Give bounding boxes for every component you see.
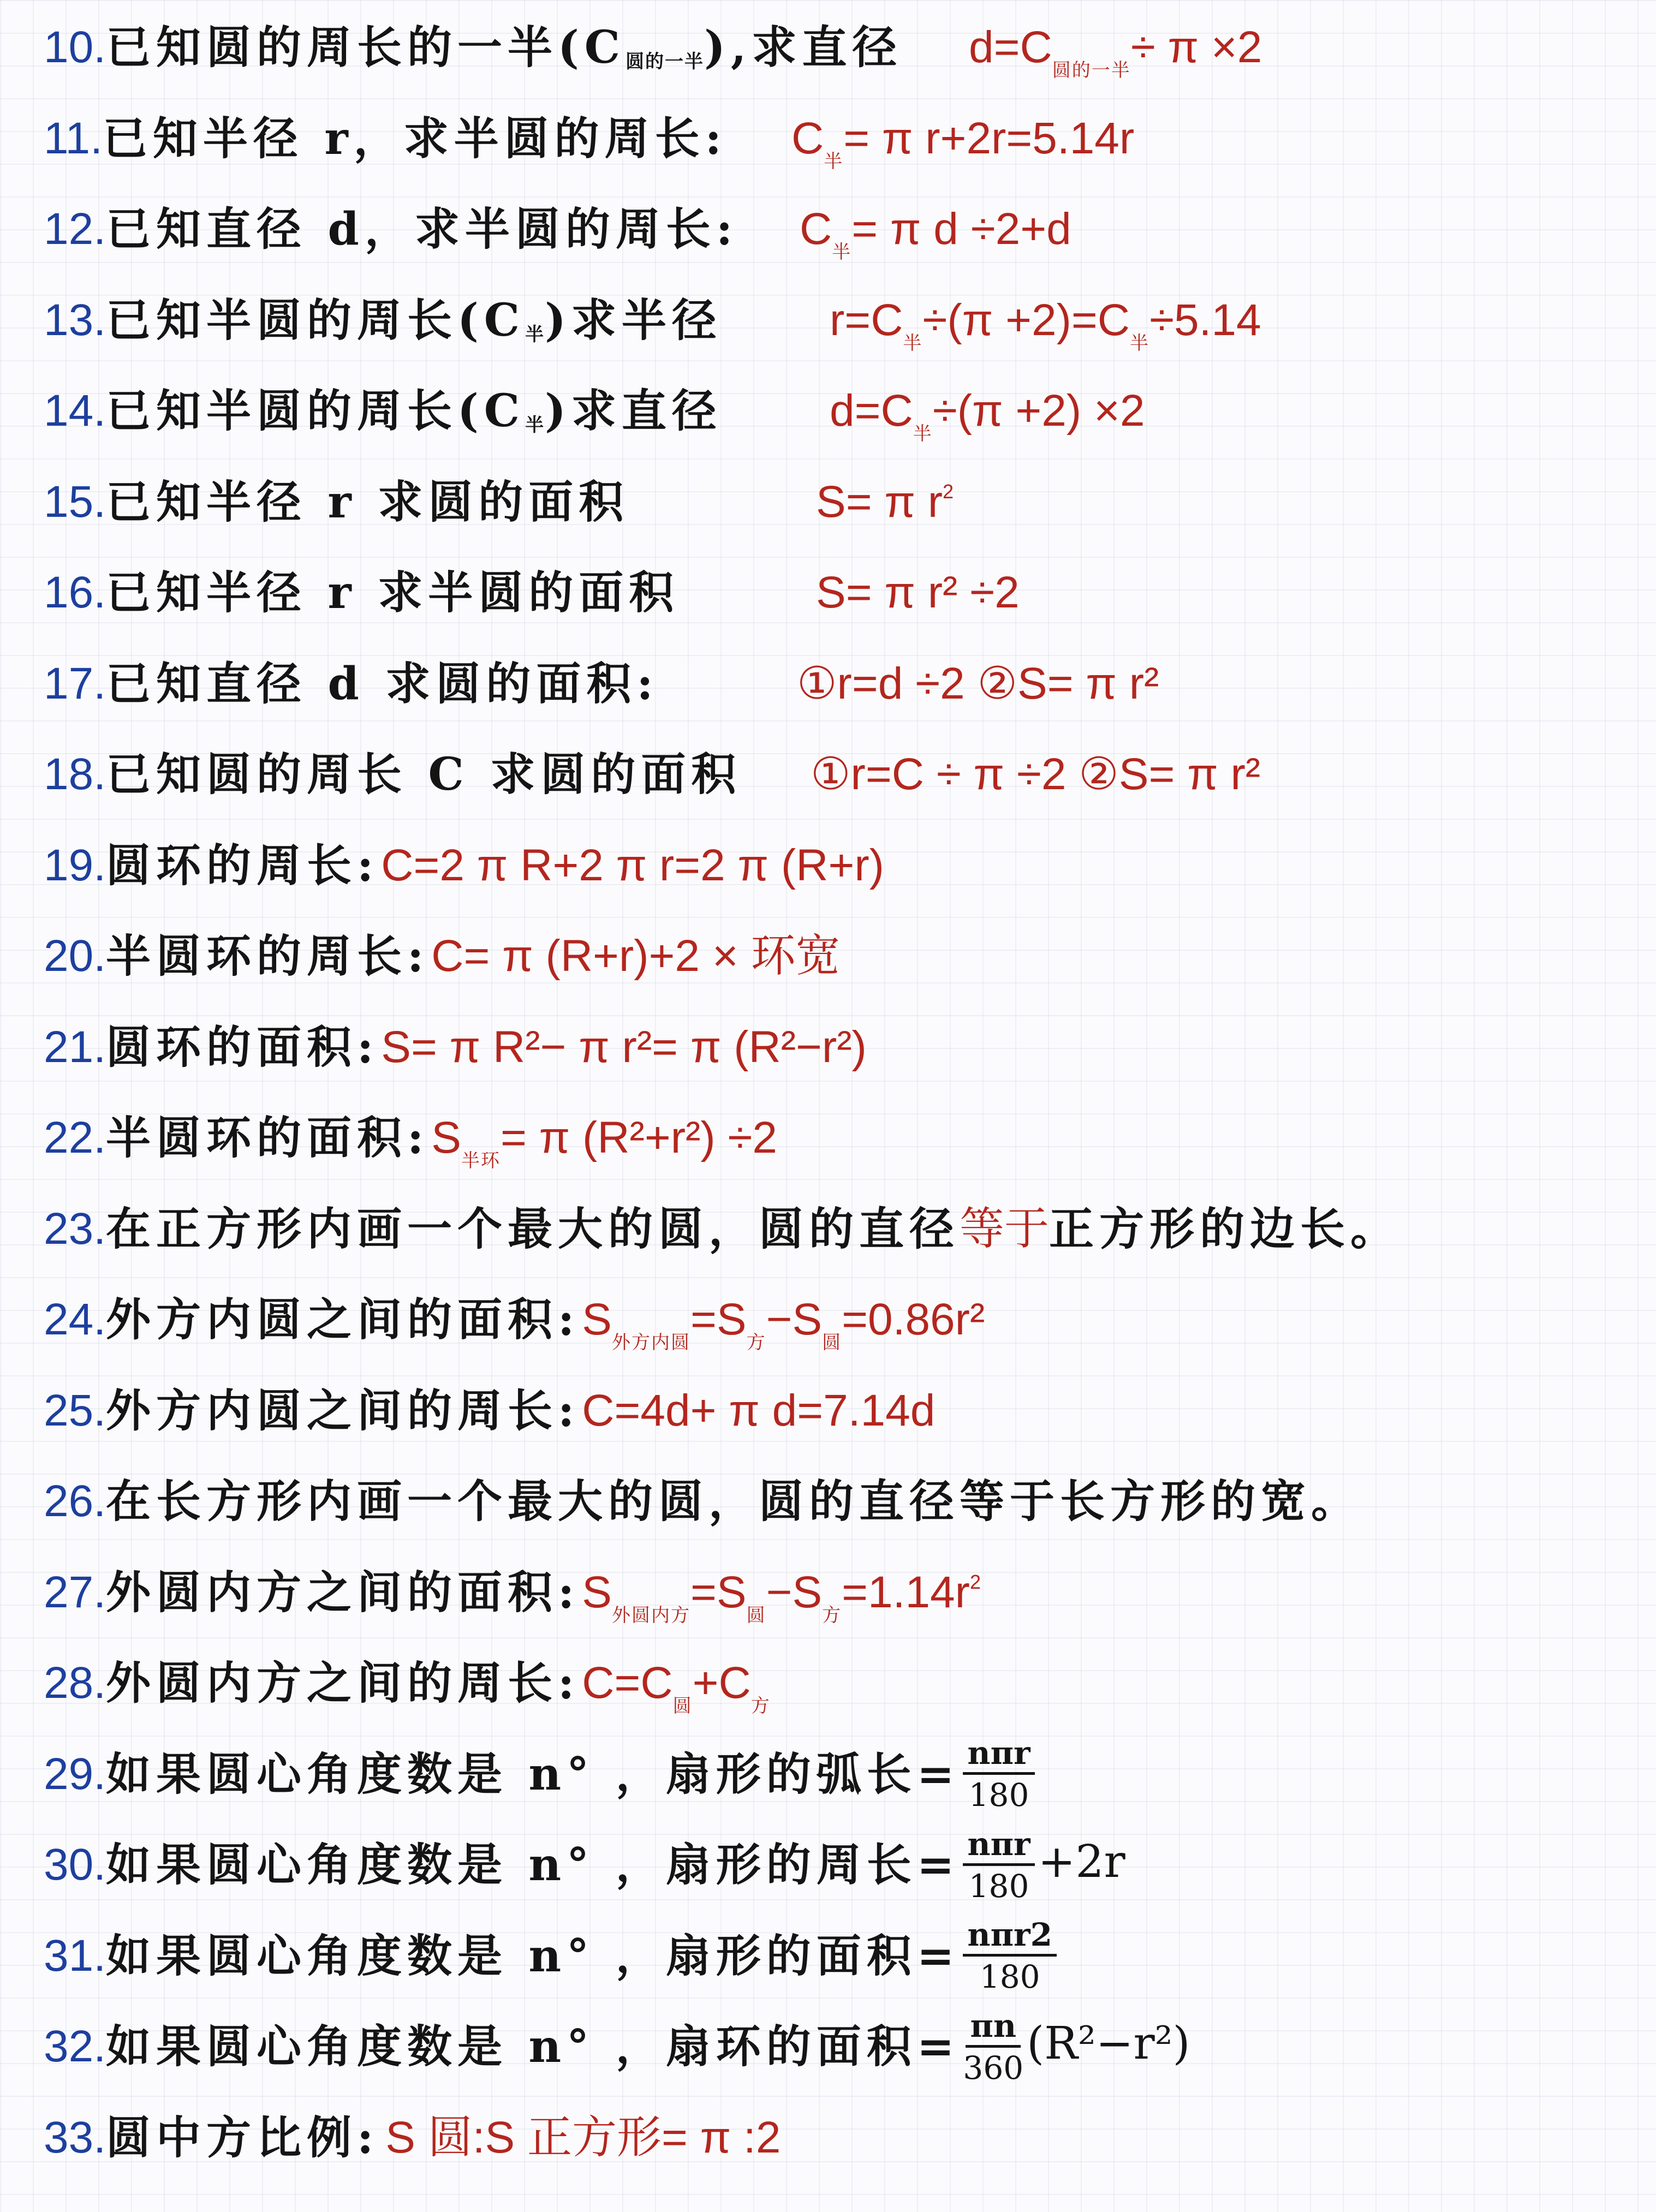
formula-text: S [582, 1567, 612, 1617]
item-description-end: 正方形的边长。 [1049, 1202, 1401, 1255]
formula-subscript: 方 [746, 1332, 766, 1354]
item-number: 20. [44, 931, 106, 981]
formula-text: =1.14r [842, 1567, 970, 1617]
item-description: 半圆环的周长: [106, 930, 430, 982]
formula [830, 386, 1145, 445]
formula-text: =S [690, 1295, 747, 1344]
fraction-denominator: 180 [968, 1776, 1029, 1814]
formula-subscript: 圆 [746, 1604, 766, 1626]
item-number: 28. [44, 1658, 106, 1708]
formula-subscript: 半 [824, 150, 844, 172]
item-description: 外方内圆之间的周长: [106, 1384, 580, 1437]
formula-row [44, 1733, 1038, 1815]
formula-row [44, 1824, 1125, 1906]
formula [960, 2007, 1190, 2086]
formula [431, 931, 841, 981]
item-number: 11. [44, 113, 103, 163]
item-number: 15. [44, 476, 106, 527]
formula [797, 658, 1159, 708]
item-description: 圆中方比例: [106, 2111, 379, 2164]
item-number: 33. [44, 2112, 106, 2162]
fraction-tail: (R²−r²) [1027, 2017, 1190, 2070]
formula-subscript: 外圆内方 [611, 1604, 690, 1626]
fraction-numerator: nπr [963, 1737, 1034, 1775]
formula-text: C=2 π R+2 π r=2 π (R+r) [381, 840, 884, 890]
fraction [963, 1734, 1034, 1814]
formula-subscript: 外方内圆 [611, 1332, 690, 1354]
formula-row [44, 1552, 981, 1633]
formula [960, 1203, 1050, 1254]
item-description: 如果圆心角度数是 n° ，扇形的面积= [106, 1929, 960, 1982]
fraction [963, 1916, 1057, 1995]
item-description: 已知半圆的周长(C [106, 294, 526, 347]
item-number: 26. [44, 1476, 106, 1526]
fraction-numerator: πn [966, 2010, 1021, 2048]
item-number: 29. [44, 1749, 106, 1799]
formula-text: =0.86r² [842, 1295, 985, 1344]
item-number: 24. [44, 1295, 106, 1344]
item-number: 23. [44, 1203, 106, 1254]
item-number: 31. [44, 1930, 106, 1981]
formula-text: C=4d+ π d=7.14d [582, 1385, 936, 1435]
formula [582, 1567, 981, 1626]
item-number: 27. [44, 1567, 106, 1617]
item-description: 如果圆心角度数是 n° ，扇形的弧长= [106, 1748, 960, 1800]
item-description: 已知圆的周长 C 求圆的面积 [106, 748, 742, 801]
item-description: 圆环的面积: [106, 1021, 379, 1074]
item-number: 12. [44, 204, 106, 254]
item-description: 如果圆心角度数是 n° ，扇环的面积= [106, 2020, 960, 2073]
formula-row [44, 734, 1261, 815]
formula [830, 295, 1261, 354]
formula-text: C= π (R+r)+2 × 环宽 [431, 931, 841, 981]
formula-text: = π r+2r=5.14r [843, 113, 1135, 163]
fraction [963, 1825, 1034, 1905]
item-description: 已知半径 r 求半圆的面积 [106, 567, 680, 619]
formula [381, 1022, 867, 1072]
formula-text: S 圆:S 正方形= π :2 [385, 2112, 781, 2162]
item-number: 32. [44, 2022, 106, 2071]
item-number: 19. [44, 840, 106, 890]
item-description: 外圆内方之间的周长: [106, 1657, 580, 1709]
description-subscript: 半 [525, 414, 545, 436]
formula-superscript: 2 [943, 480, 954, 503]
formula-row [44, 1188, 1401, 1270]
formula-text: −S [766, 1567, 823, 1617]
item-number: 10. [44, 22, 106, 72]
formula-text: +C [692, 1658, 751, 1708]
formula [582, 1295, 985, 1354]
fraction-denominator: 180 [968, 1867, 1029, 1905]
formula [791, 113, 1135, 172]
formula-text: ÷ π ×2 [1130, 22, 1262, 72]
item-number: 17. [44, 658, 106, 708]
formula-text: ①r=d ÷2 ②S= π r² [797, 658, 1159, 708]
formula-row [44, 915, 841, 997]
formula-text: ①r=C ÷ π ÷2 ②S= π r² [811, 749, 1261, 799]
fraction-tail: +2r [1038, 1835, 1125, 1888]
item-description: 在正方形内画一个最大的圆，圆的直径 [106, 1202, 960, 1255]
formula-text: S= π r [816, 476, 943, 527]
formula [960, 1825, 1125, 1905]
formula-subscript: 圆 [672, 1695, 693, 1717]
item-description: 如果圆心角度数是 n° ，扇形的周长= [106, 1839, 960, 1891]
item-description: 已知半圆的周长(C [106, 385, 526, 437]
item-description: 外圆内方之间的面积: [106, 1566, 580, 1619]
formula [969, 22, 1262, 81]
item-description: 外方内圆之间的面积: [106, 1293, 580, 1346]
formula-row [44, 2097, 781, 2179]
item-number: 22. [44, 1113, 106, 1162]
item-number: 13. [44, 295, 106, 345]
formula-text: = π d ÷2+d [851, 204, 1071, 254]
formula [816, 570, 1020, 615]
item-description: 圆环的周长: [106, 839, 379, 892]
formula-text: ÷(π +2) ×2 [932, 386, 1145, 436]
formula-subscript: 圆 [822, 1332, 842, 1354]
formula-subscript: 圆的一半 [1052, 59, 1131, 81]
formula-row [44, 1915, 1060, 1997]
formula-text: C [791, 113, 824, 163]
formula [582, 1658, 771, 1717]
formula-row [44, 552, 1020, 634]
description-subscript: 半 [525, 323, 545, 345]
formula-subscript: 方 [750, 1695, 771, 1717]
description-subscript: 圆的一半 [626, 51, 705, 73]
formula-text: 等于 [960, 1203, 1050, 1254]
item-description: 在长方形内画一个最大的圆，圆的直径等于长方形的宽。 [106, 1475, 1362, 1528]
item-description-end: )求半径 [545, 294, 722, 347]
item-description: 已知直径 d，求半圆的周长: [106, 203, 738, 255]
formula-superscript: 2 [969, 1570, 981, 1593]
formula-row [44, 1460, 1361, 1542]
formula-subscript: 半 [913, 423, 933, 445]
fraction-denominator: 180 [979, 1958, 1040, 1995]
formula-subscript: 半 [832, 241, 852, 263]
fraction [963, 2007, 1024, 2086]
item-number: 16. [44, 568, 106, 617]
formula-text: d=C [830, 386, 913, 436]
formula [960, 1734, 1038, 1814]
fraction-denominator: 360 [963, 2049, 1024, 2086]
item-description: 已知半径 r 求圆的面积 [106, 475, 629, 528]
formula-row [44, 1642, 771, 1724]
formula-row [44, 461, 954, 543]
item-description-end: )求直径 [545, 385, 722, 437]
formula-row [44, 1370, 935, 1452]
item-number: 21. [44, 1022, 106, 1072]
formula [381, 840, 884, 890]
formula [385, 2112, 781, 2162]
formula-text: S [431, 1113, 461, 1162]
formula-text: ÷(π +2)=C [922, 295, 1130, 345]
fraction-numerator: nπr [963, 1828, 1034, 1866]
item-description-end: ),求直径 [704, 21, 903, 74]
formula-subscript: 方 [822, 1604, 842, 1626]
formula-text: = π (R²+r²) ÷2 [500, 1113, 778, 1162]
formula-subscript: 半 [1130, 332, 1149, 354]
formula-text: d=C [969, 22, 1052, 72]
formula [800, 204, 1071, 263]
formula-text: =S [690, 1567, 747, 1617]
formula-text: C=C [582, 1658, 673, 1708]
item-number: 30. [44, 1840, 106, 1889]
item-description: 已知圆的周长的一半(C [106, 21, 626, 74]
formula-text: S [582, 1295, 612, 1344]
item-description: 已知半径 r，求半圆的周长: [102, 112, 727, 165]
formula-row [44, 1097, 777, 1179]
item-number: 14. [44, 386, 106, 436]
formula [816, 476, 954, 527]
fraction-numerator: nπr2 [963, 1919, 1057, 1957]
formula [431, 1113, 778, 1172]
formula-text: −S [766, 1295, 823, 1344]
formula [582, 1385, 936, 1435]
formula-row [44, 2006, 1190, 2088]
formula-text: S= π R²− π r²= π (R²−r²) [381, 1022, 867, 1072]
item-description: 半圆环的面积: [106, 1112, 430, 1164]
formula [811, 749, 1261, 799]
formula-text: C [800, 204, 832, 254]
formula [960, 1916, 1060, 1995]
formula-text: S= π r² ÷2 [816, 568, 1020, 617]
formula-text: ÷5.14 [1149, 295, 1261, 345]
formula-subscript: 半环 [461, 1150, 501, 1172]
formula-row [44, 1279, 985, 1361]
item-number: 25. [44, 1385, 106, 1435]
formula-row [44, 643, 1159, 725]
formula-row [44, 825, 884, 907]
formula-row [44, 1006, 867, 1088]
formula-text: r=C [830, 295, 903, 345]
formula-subscript: 半 [903, 332, 923, 354]
item-number: 18. [44, 749, 106, 799]
item-description: 已知直径 d 求圆的面积: [106, 657, 659, 710]
